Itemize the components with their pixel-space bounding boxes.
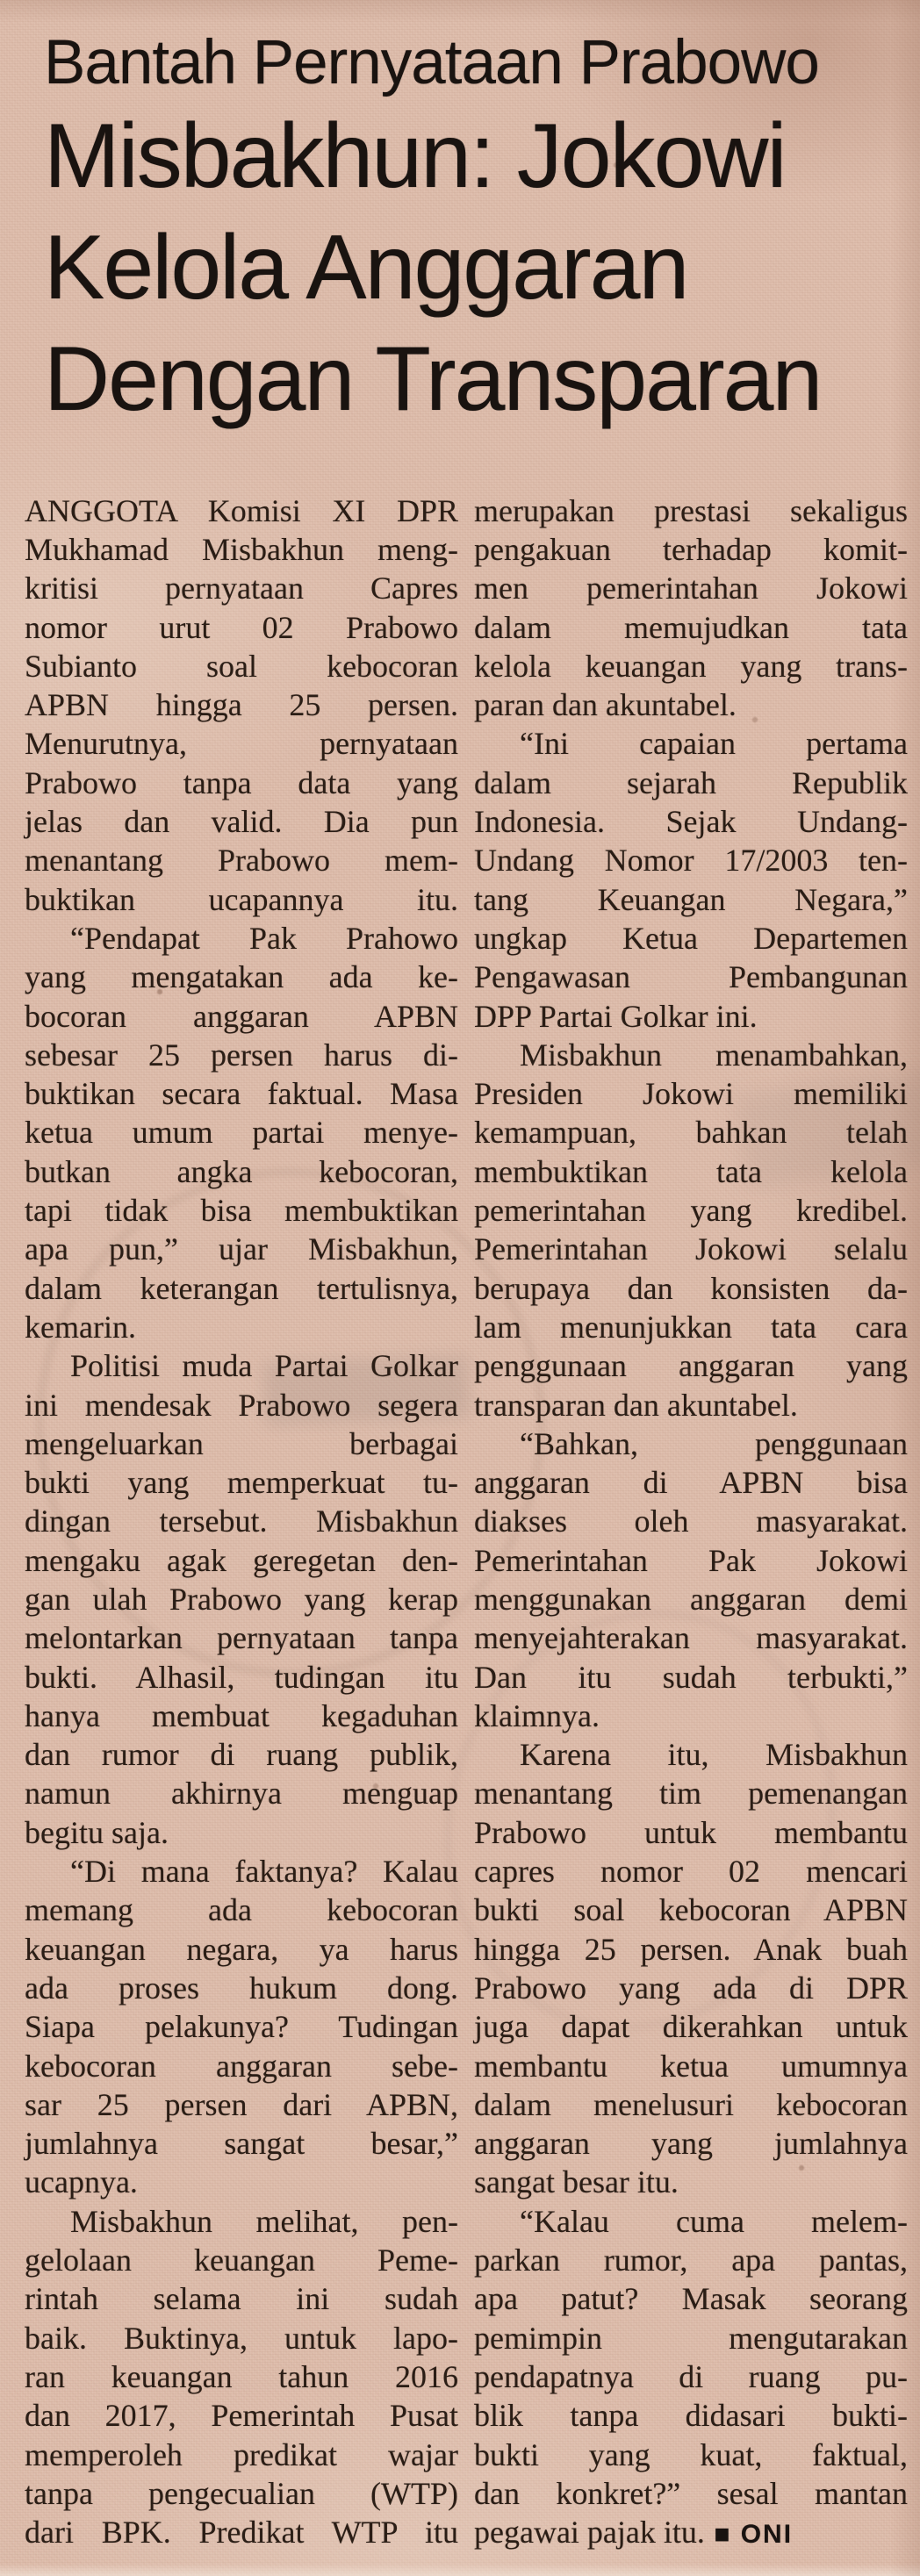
text-line: jumlahnya sangat besar,” [25, 2126, 458, 2162]
text-line: sangat besar itu. [474, 2164, 679, 2200]
text-line: DPP Partai Golkar ini. [474, 998, 758, 1034]
text-line: ANGGOTA Komisi XI DPR [25, 492, 458, 528]
text-line: buktikan secara faktual. Masa [25, 1076, 458, 1112]
text-line: buktikan ucapannya itu. [25, 881, 458, 917]
article-paragraph [25, 1852, 458, 2202]
text-line: jelas dan valid. Dia pun [25, 804, 458, 840]
text-line: gan ulah Prabowo yang kerap [25, 1581, 458, 1617]
text-line: kelola keuangan yang trans- [474, 648, 908, 684]
text-line: membuktikan tata kelola [474, 1153, 908, 1189]
text-line: Prabowo tanpa data yang [25, 764, 458, 800]
article-paragraph [25, 492, 458, 919]
text-line: Misbakhun melihat, pen- [70, 2203, 458, 2239]
text-line: menyejahterakan masyarakat. [474, 1620, 908, 1656]
article-paragraph [474, 1036, 908, 1424]
text-line: Undang Nomor 17/2003 ten- [474, 843, 908, 879]
text-line: Indonesia. Sejak Undang- [474, 804, 908, 840]
text-line: sebesar 25 persen harus di- [25, 1037, 458, 1073]
text-line: Prabowo untuk membantu [474, 1814, 908, 1850]
text-line: dalam keterangan tertulisnya, [25, 1270, 458, 1306]
article-end-mark: ■ ONI [704, 2520, 794, 2550]
headline-line-3: Dengan Transparan [44, 327, 822, 430]
text-line: menantang Prabowo mem- [25, 843, 458, 879]
text-line: dan 2017, Pemerintah Pusat [25, 2398, 458, 2434]
text-line: ada proses hukum dong. [25, 1970, 458, 2006]
text-line: merupakan prestasi sekaligus [474, 492, 908, 528]
text-line: keuangan negara, ya harus [25, 1931, 458, 1967]
text-line: lam menunjukkan tata cara [474, 1309, 908, 1345]
article-paragraph [474, 492, 908, 725]
text-line: mengeluarkan berbagai [25, 1425, 458, 1461]
text-line: kebocoran anggaran sebe- [25, 2048, 458, 2084]
article-paragraph [25, 1346, 458, 1852]
text-line: namun akhirnya menguap [25, 1776, 458, 1812]
article-paragraph [474, 2202, 908, 2555]
text-line: ran keuangan tahun 2016 [25, 2358, 458, 2394]
text-line: apa patut? Masak seorang [474, 2281, 908, 2317]
kicker: Bantah Pernyataan Prabowo [44, 28, 819, 97]
column-left [25, 492, 458, 2555]
text-line: bukti yang kuat, faktual, [474, 2436, 908, 2472]
text-line: Politisi muda Partai Golkar [70, 1348, 458, 1384]
text-line: “Kalau cuma melem- [520, 2203, 908, 2239]
text-line: ungkap Ketua Departemen [474, 920, 908, 956]
text-line: dari BPK. Predikat WTP itu [25, 2515, 458, 2551]
article-paragraph [474, 1424, 908, 1735]
headline-line-2: Kelola Anggaran [44, 216, 688, 319]
text-line: baik. Buktinya, untuk lapo- [25, 2320, 458, 2356]
text-line: diakses oleh masyarakat. [474, 1503, 908, 1539]
text-line: anggaran di APBN bisa [474, 1465, 908, 1501]
text-line: Pemerintahan Pak Jokowi [474, 1542, 908, 1578]
text-line: capres nomor 02 mencari [474, 1854, 908, 1890]
text-line: ini mendesak Prabowo segera [25, 1387, 458, 1423]
text-line: bocoran anggaran APBN [25, 998, 458, 1034]
text-line: kritisi pernyataan Capres [25, 570, 458, 606]
text-line: men pemerintahan Jokowi [474, 570, 908, 606]
text-line: Menurutnya, pernyataan [25, 726, 458, 762]
text-line: tapi tidak bisa membuktikan [25, 1193, 458, 1229]
text-line: juga dapat dikerahkan untuk [474, 2009, 908, 2045]
text-line: nomor urut 02 Prabowo [25, 609, 458, 645]
text-line: Mukhamad Misbakhun meng- [25, 531, 458, 567]
text-line: Prabowo yang ada di DPR [474, 1970, 908, 2006]
text-line: dan konkret?” sesal mantan [474, 2475, 908, 2511]
text-line: klaimnya. [474, 1697, 600, 1733]
text-line: paran dan akuntabel. [474, 687, 737, 723]
text-line: penggunaan anggaran yang [474, 1348, 908, 1384]
text-line: “Bahkan, penggunaan [520, 1425, 908, 1461]
text-line: memang ada kebocoran [25, 1892, 458, 1928]
text-line: pemerintahan yang kredibel. [474, 1193, 908, 1229]
text-line: Misbakhun menambahkan, [520, 1037, 908, 1073]
article-paragraph [25, 2202, 458, 2552]
text-line: pegawai pajak itu. ■ ONI [474, 2515, 794, 2551]
text-line: Pengawasan Pembangunan [474, 959, 908, 995]
text-line: ketua umum partai menye- [25, 1115, 458, 1151]
text-line: anggaran yang jumlahnya [474, 2126, 908, 2162]
article-paragraph [474, 724, 908, 1035]
text-line: Pemerintahan Jokowi selalu [474, 1231, 908, 1267]
text-line: pengakuan terhadap komit- [474, 531, 908, 567]
text-line: memperoleh predikat wajar [25, 2436, 458, 2472]
text-line: hanya membuat kegaduhan [25, 1697, 458, 1733]
text-line: pendapatnya di ruang pu- [474, 2358, 908, 2394]
article-body [25, 492, 906, 2555]
text-line: sar 25 persen dari APBN, [25, 2086, 458, 2122]
text-line: “Pendapat Pak Prahowo [70, 920, 458, 956]
text-line: dalam menelusuri kebocoran [474, 2086, 908, 2122]
text-line: dan rumor di ruang publik, [25, 1737, 458, 1773]
text-line: “Ini capaian pertama [520, 726, 908, 762]
text-line: kemarin. [25, 1309, 136, 1345]
text-line: bukti soal kebocoran APBN [474, 1892, 908, 1928]
text-line: dalam memujudkan tata [474, 609, 908, 645]
text-line: transparan dan akuntabel. [474, 1387, 798, 1423]
column-right [474, 492, 908, 2555]
text-line: menggunakan anggaran demi [474, 1581, 908, 1617]
text-line: yang mengatakan ada ke- [25, 959, 458, 995]
text-line: apa pun,” ujar Misbakhun, [25, 1231, 458, 1267]
text-line: begitu saja. [25, 1814, 169, 1850]
text-line: APBN hingga 25 persen. [25, 687, 458, 723]
text-line: kemampuan, bahkan telah [474, 1115, 908, 1151]
text-line: “Di mana faktanya? Kalau [70, 1854, 458, 1890]
text-line: rintah selama ini sudah [25, 2281, 458, 2317]
text-line: membantu ketua umumnya [474, 2048, 908, 2084]
text-line: bukti. Alhasil, tudingan itu [25, 1659, 458, 1695]
text-line: ucapnya. [25, 2164, 138, 2200]
headline [44, 101, 906, 435]
text-line: hingga 25 persen. Anak buah [474, 1931, 908, 1967]
text-line: Presiden Jokowi memiliki [474, 1076, 908, 1112]
text-line: menantang tim pemenangan [474, 1776, 908, 1812]
headline-line-1: Misbakhun: Jokowi [44, 104, 786, 207]
text-line: pemimpin mengutarakan [474, 2320, 908, 2356]
text-line: gelolaan keuangan Peme- [25, 2242, 458, 2278]
text-line: Siapa pelakunya? Tudingan [25, 2009, 458, 2045]
article-paragraph [25, 919, 458, 1346]
text-line: tanpa pengecualian (WTP) [25, 2475, 458, 2511]
text-line: parkan rumor, apa pantas, [474, 2242, 908, 2278]
text-line: mengaku agak geregetan den- [25, 1542, 458, 1578]
text-line: butkan angka kebocoran, [25, 1153, 458, 1189]
text-line: melontarkan pernyataan tanpa [25, 1620, 458, 1656]
text-line: tang Keuangan Negara,” [474, 881, 908, 917]
text-line: dingan tersebut. Misbakhun [25, 1503, 458, 1539]
text-line: dalam sejarah Republik [474, 764, 908, 800]
text-line: blik tanpa didasari bukti- [474, 2398, 908, 2434]
text-line: Subianto soal kebocoran [25, 648, 458, 684]
text-line: Dan itu sudah terbukti,” [474, 1659, 908, 1695]
article-paragraph [474, 1735, 908, 2202]
text-line: berupaya dan konsisten da- [474, 1270, 908, 1306]
text-line: Karena itu, Misbakhun [520, 1737, 908, 1773]
text-line: bukti yang memperkuat tu- [25, 1465, 458, 1501]
